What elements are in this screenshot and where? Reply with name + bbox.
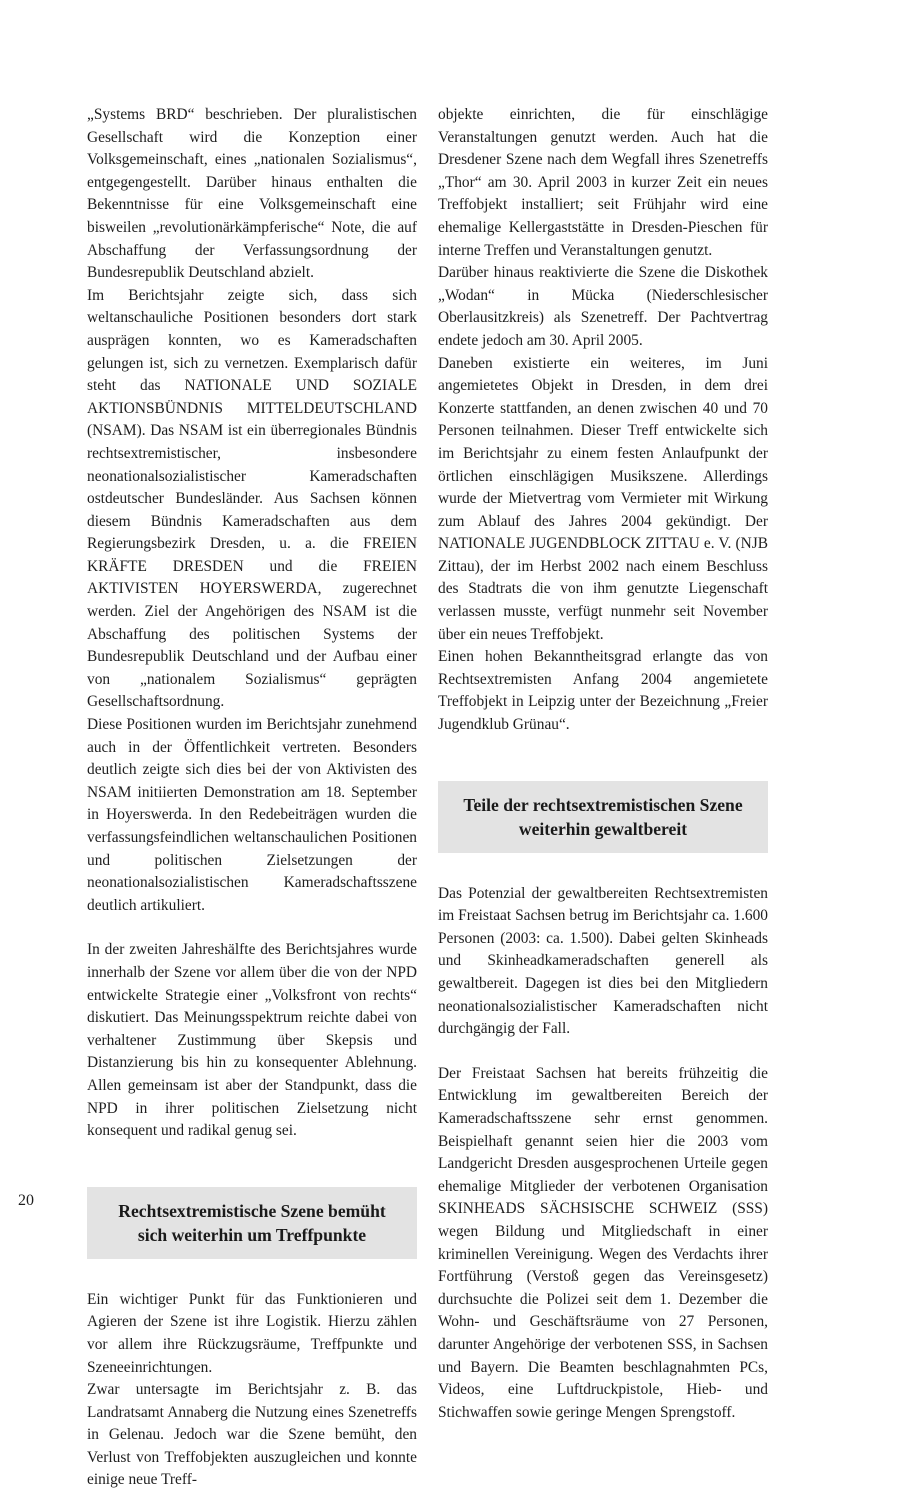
section-heading bbox=[87, 1187, 417, 1259]
body-paragraph: Zwar untersagte im Berichtsjahr z. B. das Landratsamt Annaberg die Nutzung eines Szenetreffs in Gelenau. Jedoch war die Szene bemüht, den Verlust von Treffobjekten auszugleichen und konnte einige neue Treff- bbox=[87, 1381, 417, 1489]
body-paragraph: Daneben existierte ein weiteres, im Juni angemietetes Objekt in Dresden, in dem drei Konzerte stattfanden, an denen zwischen 40 und 70 Personen teilnahmen. Dieser Treff entwickelte sich im Berichtsjahr zu einem festen Anlaufpunkt der örtlichen einschlägigen Musikszene. Allerdings wurde der Mietvertrag vom Vermieter mit Wirkung zum Ablauf des Jahres 2004 gekündigt. Der NATIONALE JUGENDBLOCK ZITTAU e. V. (NJB Zittau), der im Herbst 2002 nach einem Beschluss des Stadtrats die von ihm genutzte Liegenschaft verlassen musste, verfügt nunmehr seit November über ein neues Treffobjekt. bbox=[438, 354, 768, 643]
body-paragraph: Darüber hinaus reaktivierte die Szene die Diskothek „Wodan“ in Mücka (Niederschlesischer Oberlausitzkreis) als Szenetreff. Der Pachtvertrag endete jedoch am 30. April 2005. bbox=[438, 264, 768, 349]
body-paragraph: Das Potenzial der gewaltbereiten Rechtsextremisten im Freistaat Sachsen betrug im Berichtsjahr ca. 1.600 Personen (2003: ca. 1.500). Dabei gelten Skinheads und Skinheadkameradschaften generell als gewaltbereit. Dagegen ist dies bei den Mitgliedern neonationalsozialistischer Kameradschaften nicht durchgängig der Fall. bbox=[438, 884, 768, 1038]
right-column bbox=[438, 104, 768, 1424]
section-heading-line: sich weiterhin um Treffpunkte bbox=[137, 1224, 367, 1245]
body-paragraph: „Systems BRD“ beschrieben. Der pluralistischen Gesellschaft wird die Konzeption einer Volksgemeinschaft, eines „nationalen Sozialismus“, entgegengestellt. Darüber hinaus enthalten die Bekenntnisse für eine Volksgemeinschaft eine bisweilen „revolutionärkämpferische“ Note, die auf Abschaffung der Verfassungsordnung der Bundesrepublik Deutschland abzielt. bbox=[87, 106, 417, 282]
body-paragraph: Der Freistaat Sachsen hat bereits frühzeitig die Entwicklung im gewaltbereiten Bereich der Kameradschaftsszene sehr ernst genommen. Beispielhaft genannt seien hier die 2003 vom Landgericht Dresden ausgesprochenen Urteile gegen ehemalige Mitglieder der verbotenen Organisation SKINHEADS SÄCHSISCHE SCHWEIZ (SSS) wegen Bildung und Mitgliedschaft in einer kriminellen Vereinigung. Wegen des Verdachts ihrer Fortführung (Verstoß gegen das Vereinsgesetz) durchsuchte die Polizei seit dem 1. Dezember die Wohn- und Geschäftsräume von 27 Personen, darunter Angehörige der verbotenen SSS, in Sachsen und Bayern. Die Beamten beschlagnahmten PCs, Videos, eine Luftdruckpistole, Hieb- und Stichwaffen sowie geringe Mengen Sprengstoff. bbox=[438, 1064, 768, 1421]
body-paragraph: Diese Positionen wurden im Berichtsjahr zunehmend auch in der Öffentlichkeit vertreten. Besonders deutlich zeigte sich dies bei der von Aktivisten des NSAM initiierten Demonstration am 18. September in Hoyerswerda. In den Redebeiträgen wurden die verfassungsfeindlichen weltanschaulichen Positionen und politischen Zielsetzungen der neonationalsozialistischen Kameradschaftsszene deutlich artikuliert. bbox=[87, 716, 417, 914]
body-paragraph: objekte einrichten, die für einschlägige Veranstaltungen genutzt werden. Auch hat die Dresdener Szene nach dem Wegfall ihres Szenetreffs „Thor“ am 30. April 2003 in kurzer Zeit ein neues Treffobjekt installiert; seit Frühjahr wird eine ehemalige Kellergaststätte in Dresden-Pieschen für interne Treffen und Veranstaltungen genutzt. bbox=[438, 106, 768, 259]
section-heading-line: weiterhin gewaltbereit bbox=[518, 818, 688, 839]
page-number: 20 bbox=[18, 1192, 34, 1209]
left-column bbox=[87, 104, 417, 1492]
section-heading-line: Rechtsextremistische Szene bemüht bbox=[118, 1200, 386, 1221]
section-heading-line: Teile der rechtsextremistischen Szene bbox=[463, 794, 743, 815]
section-heading bbox=[438, 781, 768, 853]
body-paragraph: Einen hohen Bekanntheitsgrad erlangte das von Rechtsextremisten Anfang 2004 angemietete Treffobjekt in Leipzig unter der Bezeichnung „Freier Jugendklub Grünau“. bbox=[438, 648, 768, 734]
body-paragraph: In der zweiten Jahreshälfte des Berichtsjahres wurde innerhalb der Szene vor allem über die von der NPD entwickelte Strategie einer „Volksfront von rechts“ diskutiert. Das Meinungsspektrum reichte dabei von verhaltener Zustimmung über Skepsis und Distanzierung bis hin zu konsequenter Ablehnung. Allen gemeinsam ist aber der Standpunkt, dass die NPD in ihrer politischen Zielsetzung nicht konsequent und radikal genug sei. bbox=[87, 941, 417, 1140]
body-paragraph: Im Berichtsjahr zeigte sich, dass sich weltanschauliche Positionen besonders dort stark ausprägen konnten, wo es Kameradschaften gelungen ist, sich zu vernetzen. Exemplarisch dafür steht das NATIONALE UND SOZIALE AKTIONSBÜNDNIS MITTELDEUTSCHLAND (NSAM). Das NSAM ist ein überregionales Bündnis rechtsextremistischer, insbesondere neonationalsozialistischer Kameradschaften ostdeutscher Bundesländer. Aus Sachsen können diesem Bündnis Kameradschaften aus dem Regierungsbezirk Dresden, u. a. die FREIEN KRÄFTE DRESDEN und die FREIEN AKTIVISTEN HOYERSWERDA, zugerechnet werden. Ziel der Angehörigen des NSAM ist die Abschaffung des politischen Systems der Bundesrepublik Deutschland und der Aufbau einer von „nationalem Sozialismus“ geprägten Gesellschaftsordnung. bbox=[87, 286, 417, 711]
body-paragraph: Ein wichtiger Punkt für das Funktionieren und Agieren der Szene ist ihre Logistik. Hierzu zählen vor allem ihre Rückzugsräume, Treffpunkte und Szeneeinrichtungen. bbox=[87, 1290, 417, 1376]
